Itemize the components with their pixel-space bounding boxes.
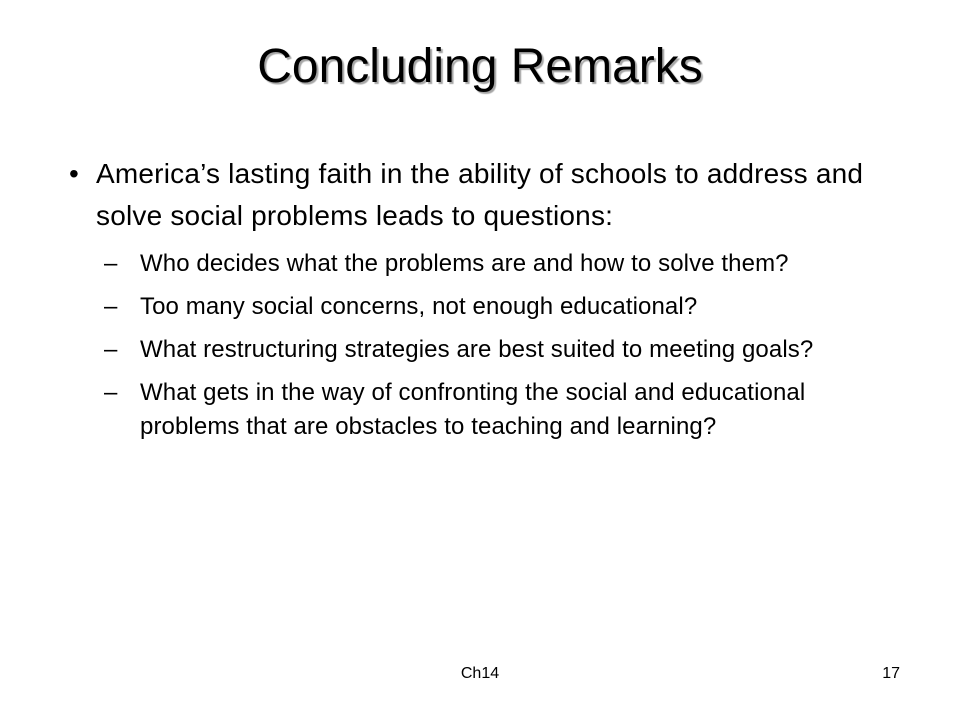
dash-marker: – bbox=[104, 379, 118, 406]
dash-marker: – bbox=[104, 250, 118, 277]
sub-bullet-list bbox=[104, 247, 872, 444]
dash-marker: – bbox=[104, 336, 118, 363]
main-bullet-text: America’s lasting faith in the ability of schools to address and solve social problems leads to questions: bbox=[96, 158, 864, 231]
bullet-marker: • bbox=[68, 158, 79, 189]
slide-title: Concluding Remarks bbox=[257, 40, 703, 93]
sub-bullet bbox=[104, 247, 872, 281]
slide-body bbox=[52, 153, 872, 453]
dash-marker: – bbox=[104, 293, 118, 320]
sub-bullet-text: Too many social concerns, not enough educational? bbox=[140, 293, 698, 320]
main-bullet bbox=[52, 153, 872, 237]
sub-bullet-text: Who decides what the problems are and how to solve them? bbox=[140, 250, 789, 277]
sub-bullet bbox=[104, 290, 872, 324]
sub-bullet-text: What gets in the way of confronting the social and educational problems that are obstacles to teaching and learning? bbox=[140, 379, 806, 440]
sub-bullet bbox=[104, 376, 872, 444]
footer-page-number: 17 bbox=[882, 665, 900, 682]
footer-chapter: Ch14 bbox=[460, 665, 500, 682]
sub-bullet-text: What restructuring strategies are best suited to meeting goals? bbox=[140, 336, 814, 363]
sub-bullet bbox=[104, 333, 872, 367]
